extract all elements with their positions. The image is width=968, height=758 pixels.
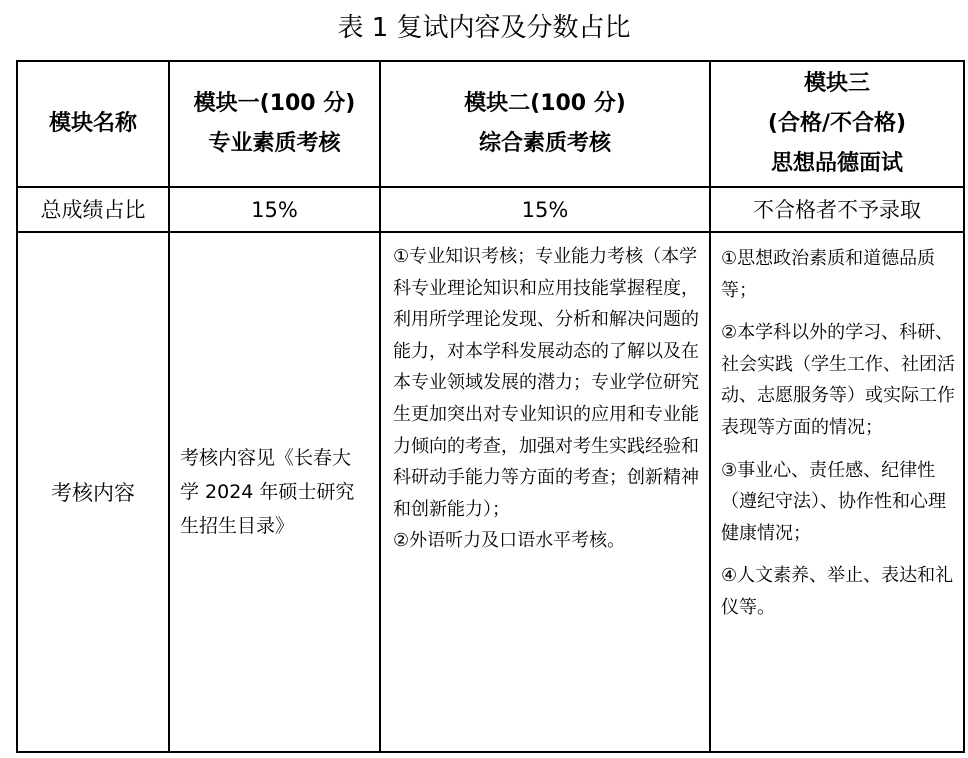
content-module-three-item: ③事业心、责任感、纪律性（遵纪守法）、协作性和心理健康情况；	[721, 459, 946, 544]
header-module-three-line2: (合格/不合格)	[767, 111, 907, 136]
header-module-two-line1: 模块二(100 分)	[464, 91, 626, 116]
header-module-one	[169, 61, 380, 187]
content-row	[17, 232, 964, 752]
content-module-two-item: ①专业知识考核；专业能力考核（本学科专业理论知识和应用技能掌握程度，利用所学理论发现、分析和解决问题的能力，对本学科发展动态的了解以及在本专业领域发展的潜力；专业学位研究生更加突出对专业知识的应用和专业能力倾向的考查，加强对考生实践经验和科研动手能力等方面的考查；创新精神和创新能力）；	[393, 246, 699, 520]
score-ratio-row	[17, 187, 964, 232]
header-module-two	[380, 61, 710, 187]
header-module-one-line2: 专业素质考核	[208, 131, 341, 156]
score-ratio-module-three: 不合格者不予录取	[710, 187, 964, 232]
header-row	[17, 61, 964, 187]
content-module-three	[710, 232, 964, 752]
header-module-name	[17, 61, 169, 187]
header-module-two-line2: 综合素质考核	[478, 131, 611, 156]
table-caption: 表 1 复试内容及分数占比	[337, 13, 631, 43]
content-module-three-item: ④人文素养、举止、表达和礼仪等。	[721, 565, 954, 618]
score-ratio-module-two: 15%	[380, 187, 710, 232]
header-module-three-line1: 模块三	[803, 71, 870, 96]
score-ratio-module-one: 15%	[169, 187, 380, 232]
header-module-one-line1: 模块一(100 分)	[193, 91, 356, 116]
content-module-two-item: ②外语听力及口语水平考核。	[393, 530, 626, 552]
content-module-one: 考核内容见《长春大学 2024 年硕士研究生招生目录》	[169, 232, 380, 752]
content-module-two	[380, 232, 710, 752]
header-module-three	[710, 61, 964, 187]
content-module-three-item: ①思想政治素质和道德品质等；	[721, 248, 936, 301]
header-module-three-line3: 思想品德面试	[770, 151, 903, 176]
header-module-name-label: 模块名称	[48, 111, 137, 136]
content-label: 考核内容	[17, 232, 169, 752]
content-module-three-item: ②本学科以外的学习、科研、社会实践（学生工作、社团活动、志愿服务等）或实际工作表现等方面的情况；	[721, 322, 955, 438]
retest-content-table	[16, 60, 965, 753]
score-ratio-label: 总成绩占比	[17, 187, 169, 232]
